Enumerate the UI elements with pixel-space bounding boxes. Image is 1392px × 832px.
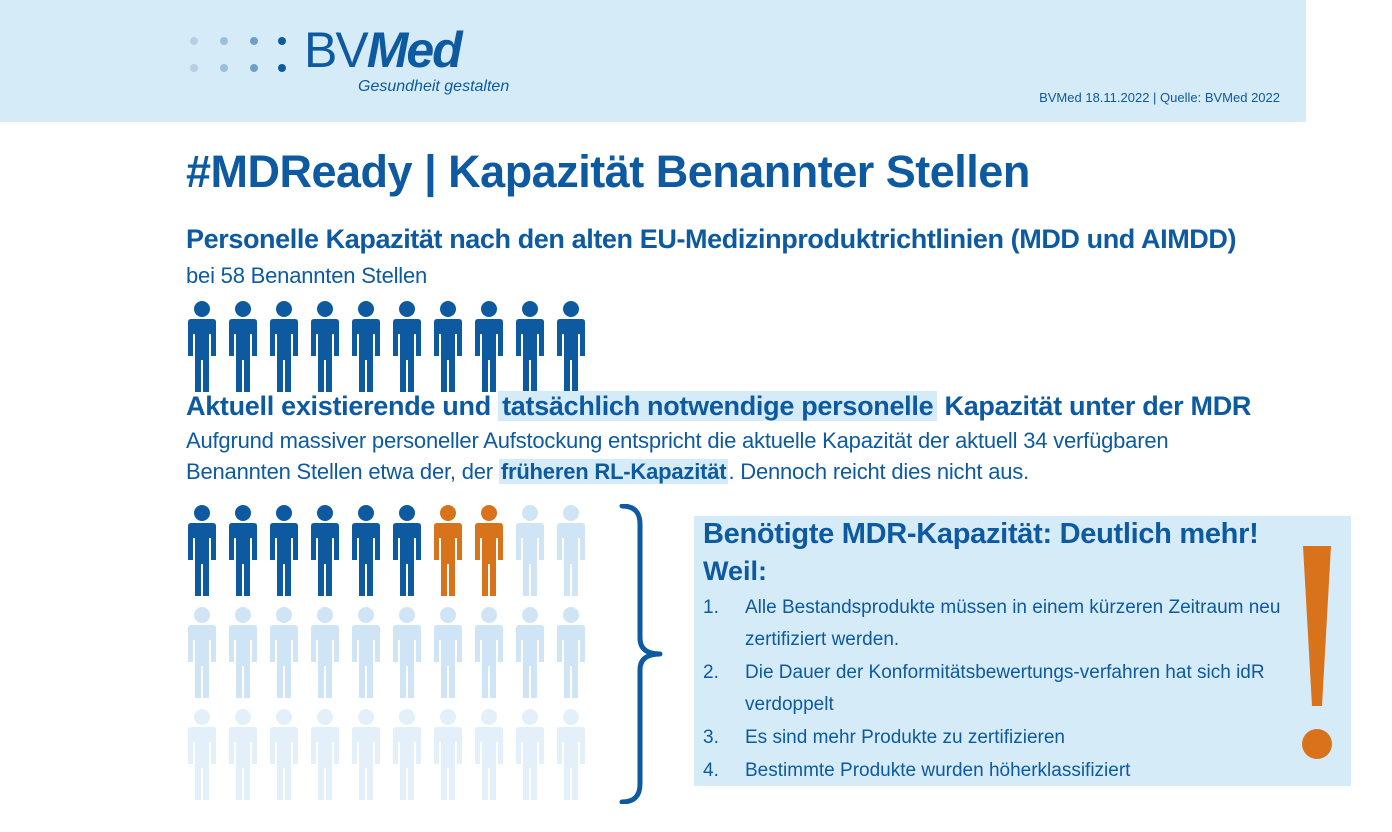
list-item-number: 4. — [703, 760, 719, 781]
section-mdr-line2-highlight: früheren RL-Kapazität — [500, 459, 727, 484]
person-figure-needed — [475, 607, 503, 698]
pictogram-mdr-capacity — [180, 500, 600, 804]
section-old-subline: bei 58 Benannten Stellen — [186, 263, 428, 288]
person-figure-existing — [188, 505, 216, 596]
list-item-text: Es sind mehr Produkte zu zertifizieren — [745, 727, 1065, 748]
person-figure-existing — [516, 301, 544, 392]
person-figure-existing — [434, 301, 462, 392]
section-mdr-line2-post: . Dennoch reicht dies nicht aus. — [728, 459, 1029, 484]
section-mdr-heading — [186, 391, 1251, 422]
list-item — [703, 592, 1283, 656]
person-figure-existing — [229, 505, 257, 596]
page-title: #MDReady | Kapazität Benannter Stellen — [186, 146, 1030, 197]
list-item-number: 3. — [703, 727, 719, 748]
exclamation-mark-icon — [1294, 542, 1340, 762]
person-figure-existing — [229, 301, 257, 392]
list-item — [703, 722, 1283, 754]
person-figure-needed-faded — [311, 709, 339, 800]
person-figure-needed-faded — [188, 709, 216, 800]
person-figure-needed — [188, 607, 216, 698]
person-figure-needed — [352, 607, 380, 698]
person-figure-additional — [475, 505, 503, 596]
source-note: BVMed 18.11.2022 | Quelle: BVMed 2022 — [1039, 90, 1280, 105]
section-mdr-line2-pre: Benannten Stellen etwa der, der — [186, 459, 499, 484]
bvmed-logo — [186, 22, 526, 106]
person-figure-needed — [434, 607, 462, 698]
list-item — [703, 657, 1283, 721]
person-figure-needed — [516, 607, 544, 698]
person-figure-needed — [311, 607, 339, 698]
logo-text-bv: BV — [304, 22, 367, 78]
info-box — [694, 516, 1351, 786]
person-figure-existing — [557, 301, 585, 392]
person-figure-needed — [229, 607, 257, 698]
section-mdr-line1: Aufgrund massiver personeller Aufstockung entspricht die aktuelle Kapazität der aktuell 34 verfügbaren — [186, 428, 1169, 453]
list-item-number: 1. — [703, 597, 719, 618]
person-figure-needed — [393, 607, 421, 698]
pictogram-old-capacity — [180, 296, 600, 392]
list-item-number: 2. — [703, 662, 719, 683]
person-figure-existing — [188, 301, 216, 392]
person-figure-existing — [475, 301, 503, 392]
person-figure-existing — [393, 301, 421, 392]
person-figure-needed — [270, 607, 298, 698]
person-figure-existing — [311, 505, 339, 596]
logo-wordmark — [304, 22, 461, 78]
info-box-subtitle: Weil: — [703, 556, 768, 586]
person-figure-existing — [393, 505, 421, 596]
list-item-text: Alle Bestandsprodukte müssen in einem kürzeren Zeitraum neu zertifiziert werden. — [745, 597, 1281, 650]
section-mdr-line2 — [186, 459, 1029, 485]
info-box-title: Benötigte MDR-Kapazität: Deutlich mehr! — [703, 518, 1259, 550]
person-figure-needed-faded — [434, 709, 462, 800]
person-figure-needed — [557, 505, 585, 596]
list-item-text: Bestimmte Produkte wurden höherklassifiziert — [745, 760, 1131, 781]
person-figure-needed-faded — [475, 709, 503, 800]
person-figure-existing — [352, 301, 380, 392]
section-old-heading: Personelle Kapazität nach den alten EU-Medizinproduktrichtlinien (MDD und AIMDD) — [186, 224, 1237, 254]
person-figure-needed-faded — [270, 709, 298, 800]
reasons-list — [703, 592, 1283, 788]
section-mdr-heading-post: Kapazität unter der MDR — [937, 391, 1252, 421]
person-figure-needed-faded — [352, 709, 380, 800]
person-figure-needed — [557, 607, 585, 698]
person-figure-needed-faded — [557, 709, 585, 800]
person-figure-needed-faded — [516, 709, 544, 800]
person-figure-additional — [434, 505, 462, 596]
person-figure-needed — [516, 505, 544, 596]
list-item-text: Die Dauer der Konformitätsbewertungs-verfahren hat sich idR verdoppelt — [745, 662, 1265, 715]
person-figure-needed-faded — [229, 709, 257, 800]
section-mdr-heading-highlight: tatsächlich notwendige personelle — [498, 391, 937, 421]
logo-text-med: Med — [366, 22, 461, 78]
person-figure-existing — [311, 301, 339, 392]
curly-brace-icon — [616, 504, 676, 804]
person-figure-existing — [270, 301, 298, 392]
person-figure-existing — [270, 505, 298, 596]
logo-dots-icon — [186, 32, 296, 72]
person-figure-needed-faded — [393, 709, 421, 800]
logo-tagline: Gesundheit gestalten — [358, 78, 510, 95]
person-figure-existing — [352, 505, 380, 596]
list-item — [703, 755, 1283, 787]
section-mdr-heading-pre: Aktuell existierende und — [186, 391, 499, 421]
